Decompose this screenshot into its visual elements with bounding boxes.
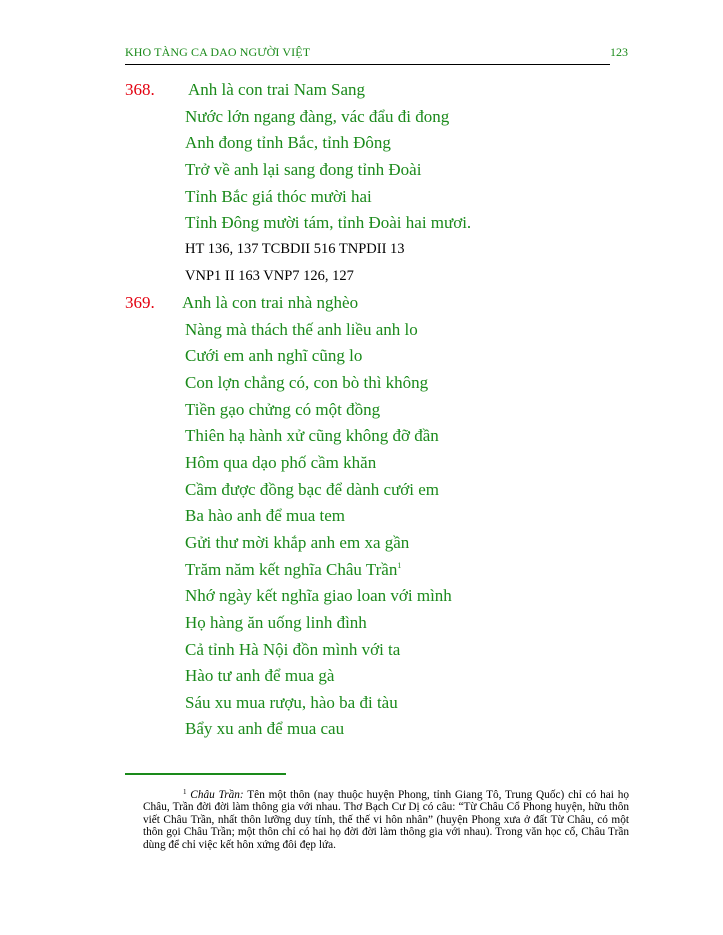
poem-line: Anh là con trai nhà nghèo [182,293,359,312]
page-number: 123 [610,45,628,59]
poem-line: Thiên hạ hành xử cũng không đỡ đần [185,426,439,445]
poem-line [185,560,401,580]
poem-line: Cầm được đồng bạc để dành cưới em [185,480,440,499]
poem-line: Cả tỉnh Hà Nội đồn mình với ta [185,640,401,659]
poem-line: Họ hàng ăn uống linh đình [185,613,367,632]
poem-line: Sáu xu mua rượu, hào ba đi tàu [185,693,398,712]
poem-line: Tỉnh Bắc giá thóc mười hai [185,187,372,206]
poem-line: Trở về anh lại sang đong tỉnh Đoài [185,160,422,179]
poem-line: Hào tư anh để mua gà [185,666,335,685]
source-reference: VNP1 II 163 VNP7 126, 127 [185,268,354,284]
poem-line: Ba hào anh để mua tem [185,506,346,525]
poem-line-text: Trăm năm kết nghĩa Châu Trần [185,560,398,579]
footnote-term: Châu Trần: [190,789,244,801]
poem-number: 369. [125,293,155,312]
source-reference: HT 136, 137 TCBDII 516 TNPDII 13 [185,241,405,257]
poem-line: Hôm qua dạo phố cầm khăn [185,453,377,472]
footnote-marker: 1 [183,788,187,796]
running-header [125,44,628,65]
poem-line: Anh đong tỉnh Bắc, tỉnh Đông [185,133,391,152]
footnote-text: Tên một thôn (nay thuộc huyện Phong, tỉnh Giang Tô, Trung Quốc) chỉ có hai họ Châu, Trần đời đời làm thông gia với nhau. Thơ Bạch Cư Dị có câu: “Từ Châu Cổ Phong huyện, hữu thôn viết Châu Trần, nhất thôn lưỡng duy tính, thế thế vi hôn nhân” (huyện Phong xưa ở đất Từ Châu, có một thôn gọi Châu Trần; một thôn chỉ có hai họ đời đời làm thông gia với nhau). Trong văn học cổ, Châu Trần dùng để chỉ việc kết hôn xứng đôi đẹp lứa. [143,789,630,851]
poem-line: Nhớ ngày kết nghĩa giao loan với mình [185,586,452,605]
poem-line: Anh là con trai Nam Sang [188,80,366,99]
poem-line: Tiền gạo chửng có một đồng [185,400,381,419]
poem-line: Bẩy xu anh để mua cau [185,719,345,738]
poem-line: Gửi thư mời khắp anh em xa gần [185,533,410,552]
poem-line: Nước lớn ngang đàng, vác đẩu đi đong [185,107,450,126]
poem-line: Cưới em anh nghĩ cũng lo [185,346,363,365]
poem-number: 368. [125,80,155,99]
poem-line: Nàng mà thách thế anh liều anh lo [185,320,418,339]
book-title: KHO TÀNG CA DAO NGƯỜI VIỆT [125,45,311,59]
poem-line: Con lợn chẳng có, con bò thì không [185,373,429,392]
poem-line: Tỉnh Đông mười tám, tỉnh Đoài hai mươi. [185,213,472,232]
footnote [143,786,629,851]
footnote-separator [125,773,286,775]
footnote-ref[interactable]: 1 [397,561,402,570]
